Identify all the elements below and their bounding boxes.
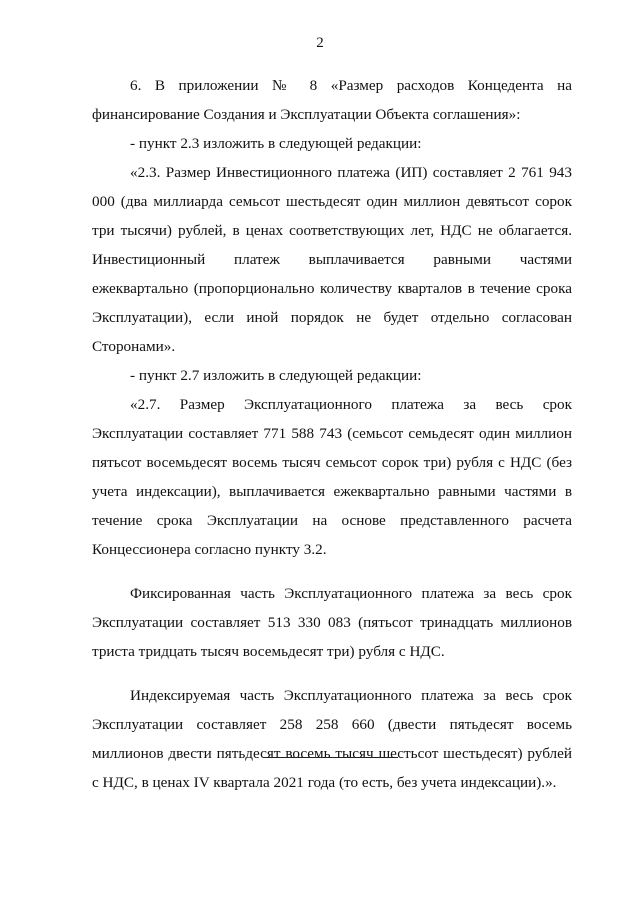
- paragraph-item-6: 6. В приложении № 8 «Размер расходов Концедента на финансирование Создания и Эксплуатации Объекта соглашения»:: [92, 77, 572, 123]
- paragraph-clause-2-3-text: «2.3. Размер Инвестиционного платежа (ИП) составляет 2 761 943 000 (два миллиарда семьсот шестьдесят один миллион девятьсот сорок три тысячи) рублей, в ценах соответствующих лет, НДС не облагается. Инвестиционный платеж выплачивается равными частями ежеквартально (пропорционально количеству кварталов в течение срока Эксплуатации), если иной порядок не будет отдельно согласован Сторонами».: [92, 164, 572, 355]
- page-number: 2: [316, 35, 324, 51]
- paragraph-clause-2-7-text: «2.7. Размер Эксплуатационного платежа за весь срок Эксплуатации составляет 771 588 743 (семьсот семьдесят один миллион пятьсот восемьдесят восемь тысяч семьсот сорок три) рубля с НДС (без учета индексации), выплачивается ежеквартально равными частями в течение срока Эксплуатации на основе представленного расчета Концессионера согласно пункту 3.2.: [92, 396, 572, 558]
- paragraph-clause-2-7-intro: - пункт 2.7 изложить в следующей редакции:: [130, 367, 422, 384]
- paragraph-clause-2-3-intro: - пункт 2.3 изложить в следующей редакции:: [130, 135, 422, 152]
- separator-line: [263, 757, 398, 758]
- paragraph-indexed-part: Индексируемая часть Эксплуатационного платежа за весь срок Эксплуатации составляет 258 258 660 (двести пятьдесят восемь миллионов двести пятьдесят восемь тысяч шестьсот шестьдесят) рублей с НДС, в ценах IV квартала 2021 года (то есть, без учета индексации).».: [92, 687, 572, 791]
- document-body: [92, 71, 572, 797]
- paragraph-fixed-part: Фиксированная часть Эксплуатационного платежа за весь срок Эксплуатации составляет 513 330 083 (пятьсот тринадцать миллионов триста тридцать тысяч восемьдесят три) рубля с НДС.: [92, 585, 572, 660]
